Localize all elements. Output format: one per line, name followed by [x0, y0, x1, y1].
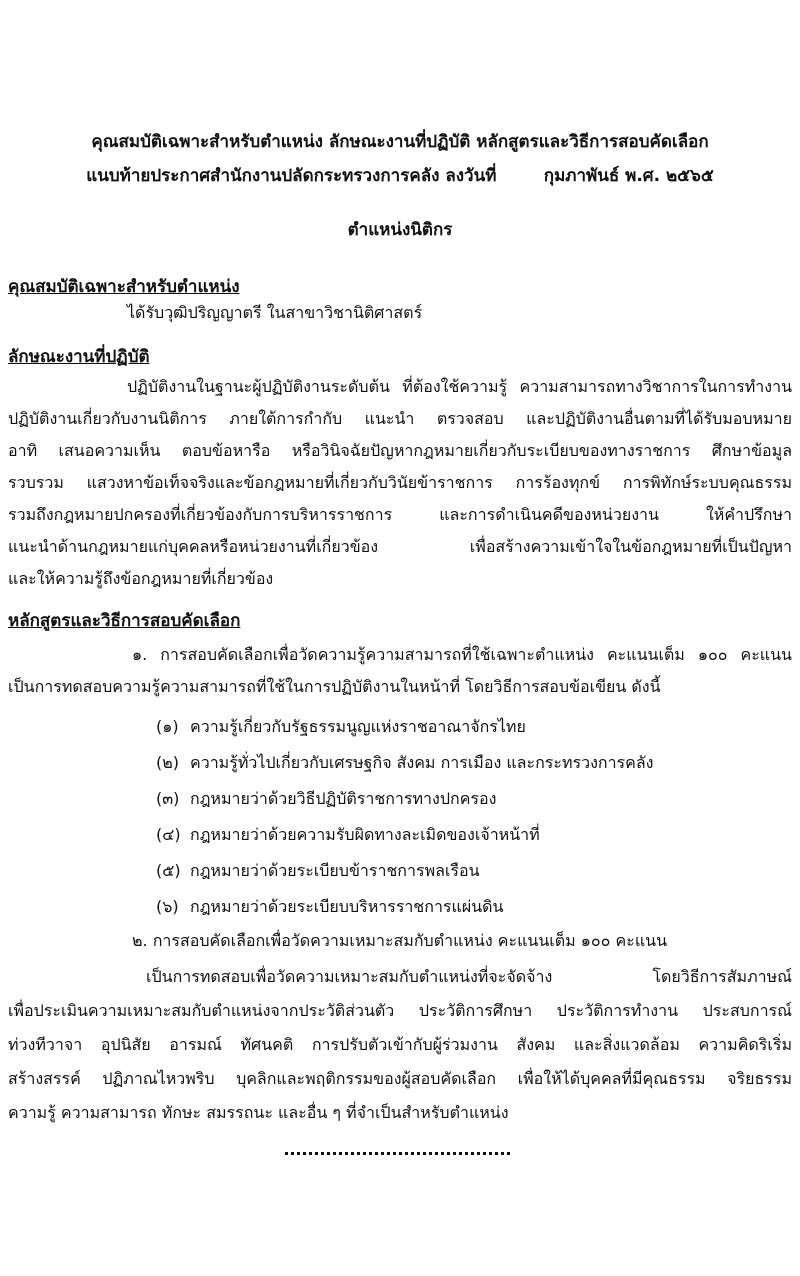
subject-number: (๔): [156, 825, 181, 844]
end-divider: [285, 1152, 510, 1155]
duties-line: และให้ความรู้ถึงข้อกฎหมายที่เกี่ยวข้อง: [8, 569, 274, 588]
exam-heading: หลักสูตรและวิธีการสอบคัดเลือก: [8, 611, 241, 631]
duties-line: ปฏิบัติงานเกี่ยวกับงานนิติการ ภายใต้การกำกับ แนะนำ ตรวจสอบ และปฏิบัติงานอื่นตามที่ได้รับมอบหมาย: [8, 409, 792, 428]
duties-line: แนะนำด้านกฎหมายแก่บุคคลหรือหน่วยงานที่เกี่ยวข้อง เพื่อสร้างความเข้าใจในข้อกฎหมายที่เป็นปัญหา: [8, 537, 792, 556]
subject-number: (๕): [156, 861, 181, 880]
exam-part2-line: เพื่อประเมินความเหมาะสมกับตำแหน่งจากประวัติส่วนตัว ประวัติการศึกษา ประวัติการทำงาน ประสบการณ์: [8, 1001, 792, 1020]
subject-number: (๓): [156, 789, 180, 808]
duties-line: อาทิ เสนอความเห็น ตอบข้อหารือ หรือวินิจฉัยปัญหากฎหมายเกี่ยวกับระเบียบของทางราชการ ศึกษาข้อมูล: [8, 441, 792, 460]
exam-part2-title: ๒. การสอบคัดเลือกเพื่อวัดความเหมาะสมกับตำแหน่ง คะแนนเต็ม ๑๐๐ คะแนน: [132, 931, 667, 950]
exam-part2-line: ความรู้ ความสามารถ ทักษะ สมรรถนะ และอื่น ๆ ที่จำเป็นสำหรับตำแหน่ง: [8, 1103, 509, 1122]
exam-part2-line: สร้างสรรค์ ปฏิภาณไหวพริบ บุคลิกและพฤติกรรมของผู้สอบคัดเลือก เพื่อให้ได้บุคคลที่มีคุณธรรม จริยธรรม: [8, 1069, 792, 1088]
exam-part2-line: เป็นการทดสอบเพื่อวัดความเหมาะสมกับตำแหน่งที่จะจัดจ้าง โดยวิธีการสัมภาษณ์: [146, 967, 792, 986]
exam-part2-line: ท่วงทีวาจา อุปนิสัย อารมณ์ ทัศนคติ การปรับตัวเข้ากับผู้ร่วมงาน สังคม และสิ่งแวดล้อม ความคิดริเริ่ม: [8, 1035, 792, 1054]
subject-number: (๑): [156, 717, 179, 736]
subject-number: (๖): [156, 897, 179, 916]
duties-line: รวมถึงกฎหมายปกครองที่เกี่ยวข้องกับการบริหารราชการ และการดำเนินคดีของหน่วยงาน ให้คำปรึกษา: [8, 505, 792, 524]
subject-text: กฎหมายว่าด้วยความรับผิดทางละเมิดของเจ้าหน้าที่: [190, 825, 540, 844]
exam-part1-desc: เป็นการทดสอบความรู้ความสามารถที่ใช้ในการปฏิบัติงานในหน้าที่ โดยวิธีการสอบข้อเขียน ดังนี้: [8, 677, 661, 696]
position-title: ตำแหน่งนิติกร: [347, 220, 453, 240]
exam-part1-title: ๑. การสอบคัดเลือกเพื่อวัดความรู้ความสามารถที่ใช้เฉพาะตำแหน่ง คะแนนเต็ม ๑๐๐ คะแนน: [132, 645, 792, 664]
subject-text: กฎหมายว่าด้วยระเบียบบริหารราชการแผ่นดิน: [190, 897, 504, 916]
subject-text: ความรู้ทั่วไปเกี่ยวกับเศรษฐกิจ สังคม การเมือง และกระทรวงการคลัง: [190, 753, 654, 772]
duties-line: รวบรวม แสวงหาข้อเท็จจริงและข้อกฎหมายที่เกี่ยวกับวินัยข้าราชการ การร้องทุกข์ การพิทักษ์ระบบคุณธรรม: [8, 473, 792, 492]
qualifications-text: ได้รับวุฒิปริญญาตรี ในสาขาวิชานิติศาสตร์: [127, 303, 423, 322]
document-title: คุณสมบัติเฉพาะสำหรับตำแหน่ง ลักษณะงานที่ปฏิบัติ หลักสูตรและวิธีการสอบคัดเลือก: [91, 132, 709, 152]
duties-heading: ลักษณะงานที่ปฏิบัติ: [8, 347, 150, 367]
subject-text: กฎหมายว่าด้วยระเบียบข้าราชการพลเรือน: [190, 861, 480, 880]
duties-line: ปฏิบัติงานในฐานะผู้ปฏิบัติงานระดับต้น ที่ต้องใช้ความรู้ ความสามารถทางวิชาการในการทำงาน: [127, 377, 792, 396]
qualifications-heading: คุณสมบัติเฉพาะสำหรับตำแหน่ง: [8, 277, 240, 297]
subject-number: (๒): [156, 753, 180, 772]
subject-text: ความรู้เกี่ยวกับรัฐธรรมนูญแห่งราชอาณาจักรไทย: [190, 717, 526, 736]
document-subtitle: แนบท้ายประกาศสำนักงานปลัดกระทรวงการคลัง ลงวันที่ กุมภาพันธ์ พ.ศ. ๒๕๖๕: [86, 166, 714, 186]
subject-text: กฎหมายว่าด้วยวิธีปฏิบัติราชการทางปกครอง: [190, 789, 497, 808]
